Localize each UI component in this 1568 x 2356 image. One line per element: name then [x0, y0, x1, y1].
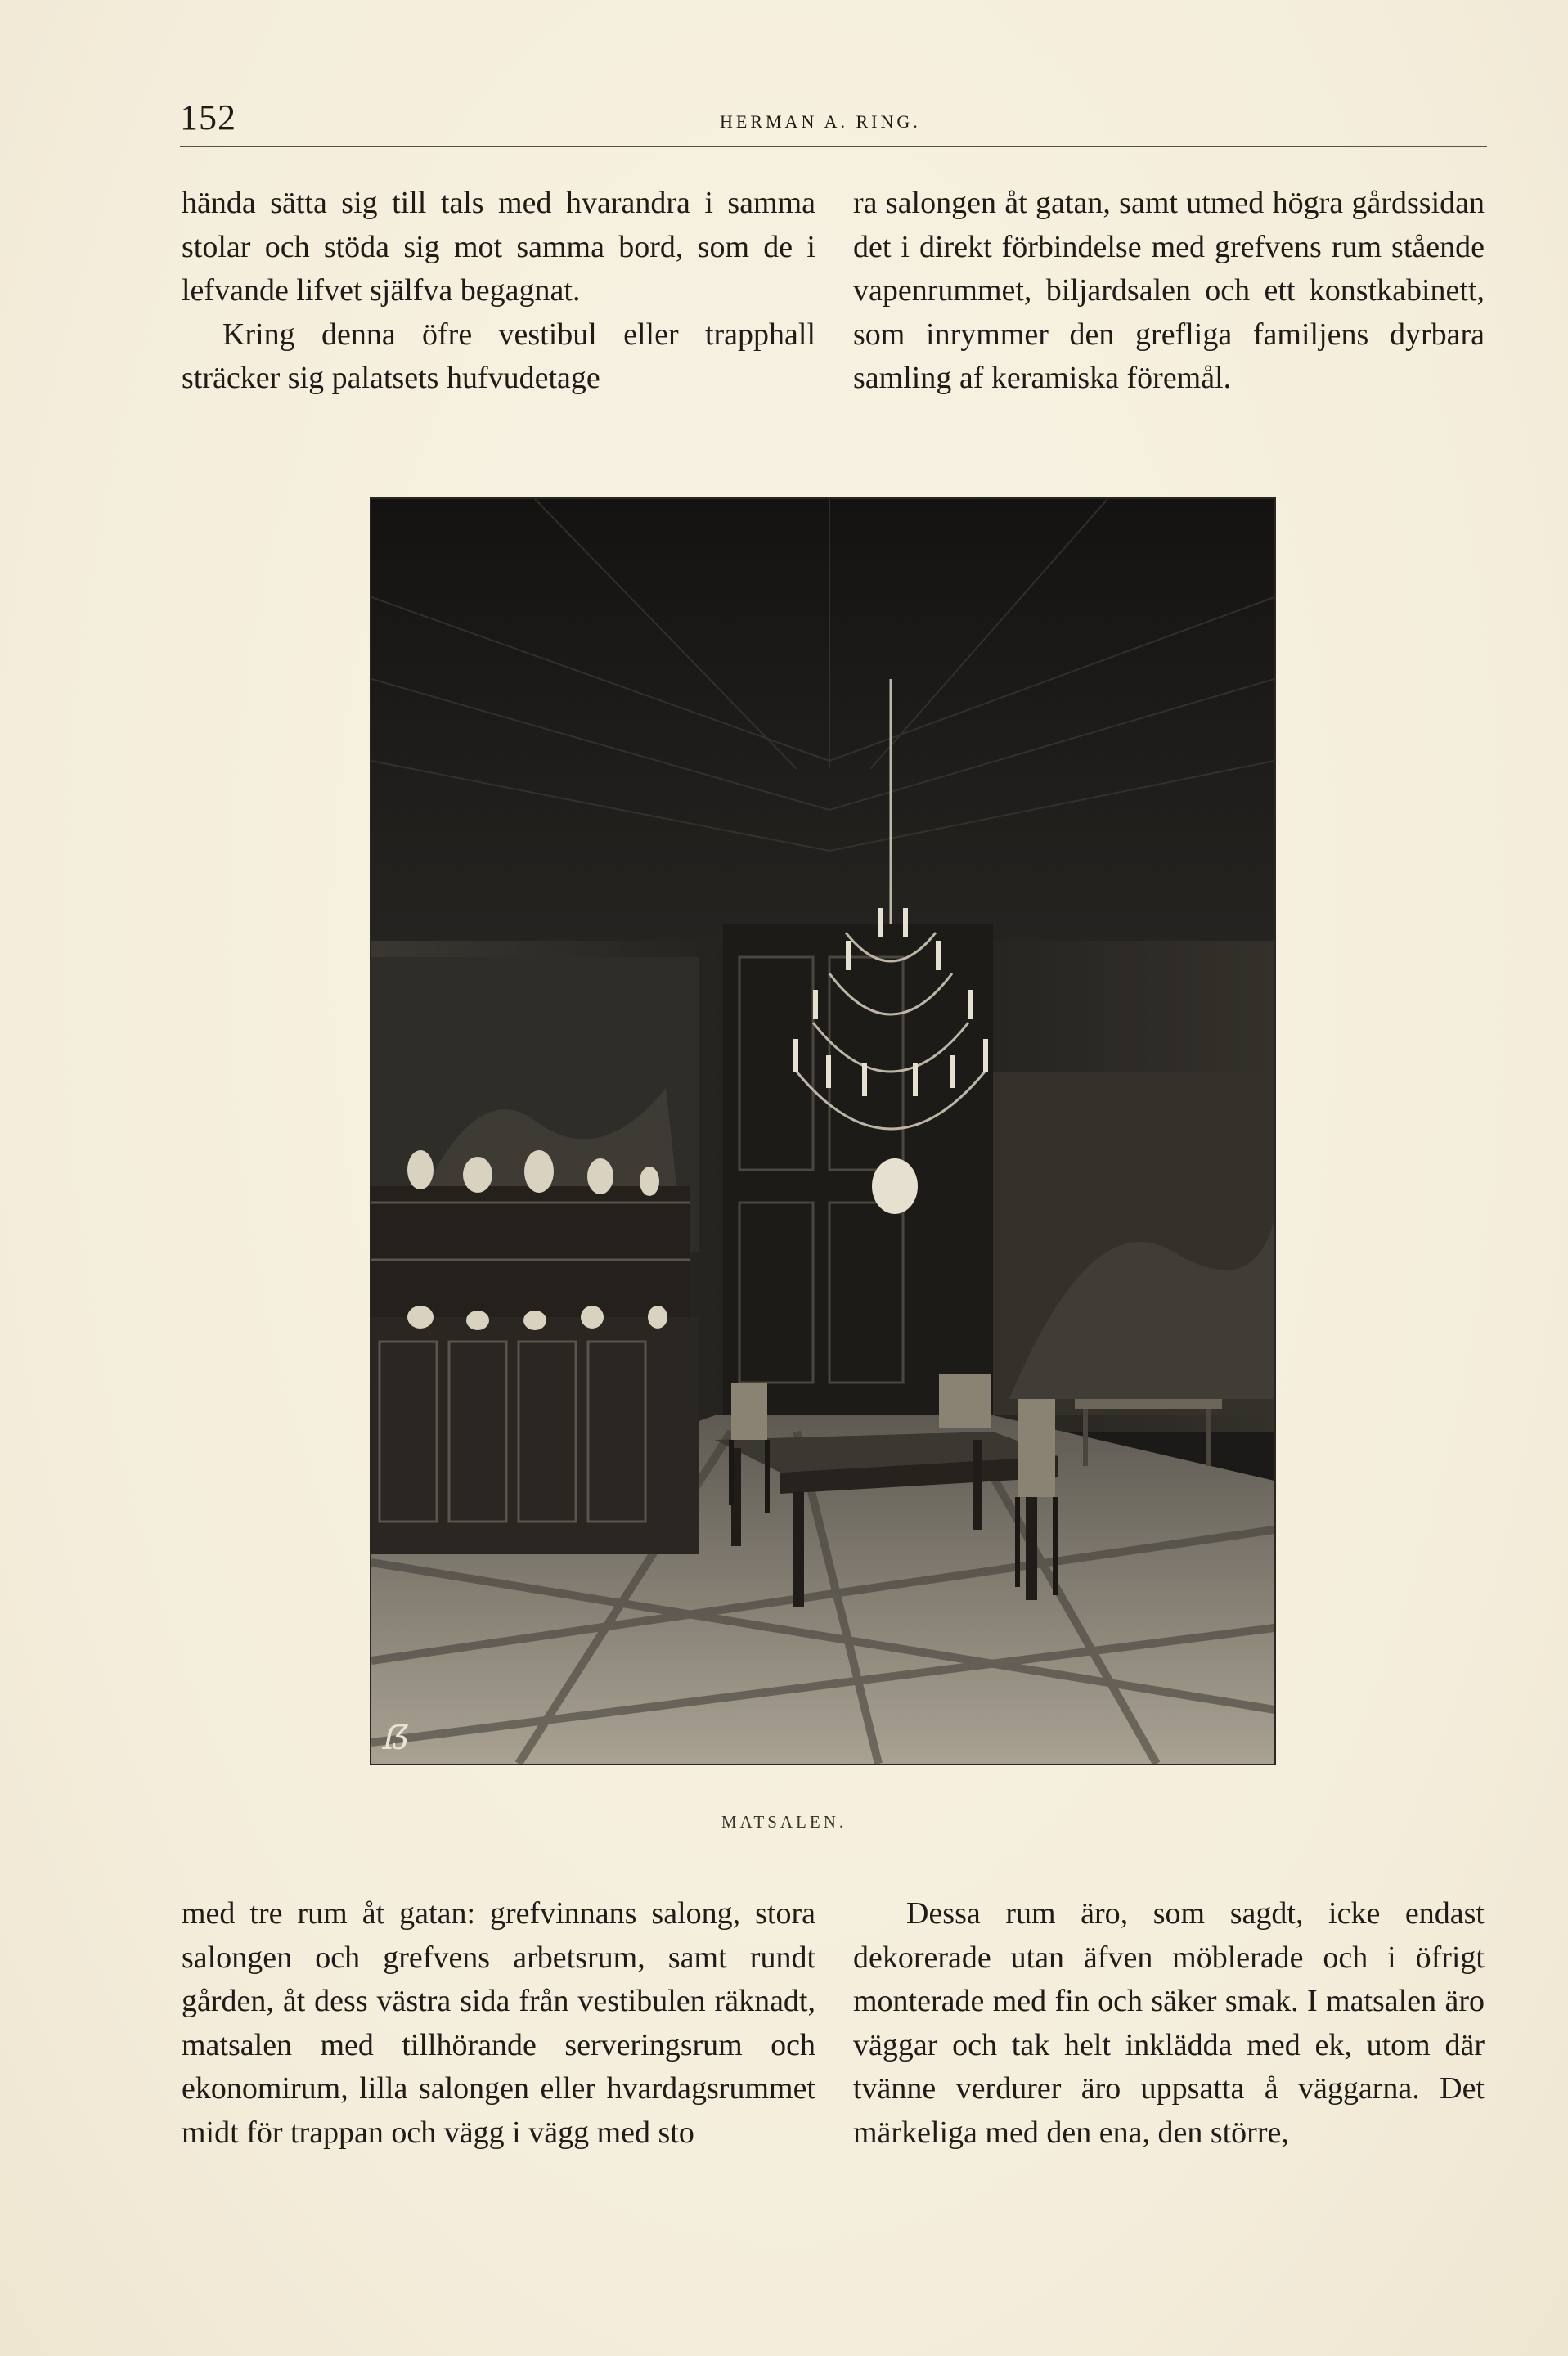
text-column-top-right [853, 182, 1485, 401]
engraver-monogram: ẞ [383, 1720, 411, 1757]
photo-plate-dining-hall [370, 497, 1276, 1765]
paragraph: hända sätta sig till tals med hvarandra i samma stolar och stöda sig mot samma bord, som de i lefvande lifvet själfva begagnat. [182, 186, 815, 308]
dining-hall-illustration [371, 499, 1274, 1764]
header-rule [180, 146, 1487, 147]
paragraph: med tre rum åt gatan: grefvinnans salong, stora salongen och grefvens arbetsrum, samt rundt gården, åt dess västra sida från vestibulen räknadt, matsalen med tillhörande serveringsrum och ekonomirum, lilla salongen eller hvardagsrummet midt för trappan och vägg i vägg med sto [182, 1896, 815, 2150]
running-title: HERMAN A. RING. [720, 111, 921, 132]
page-number: 152 [180, 97, 236, 137]
text-column-top-left [182, 182, 815, 401]
paragraph: Dessa rum äro, som sagdt, icke endast dekorerade utan äfven möblerade och i öfrigt monterade med fin och säker smak. I matsalen äro väggar och tak helt inklädda med ek, utom där tvänne verdurer äro uppsatta å väggarna. Det märkeliga med den ena, den större, [853, 1896, 1485, 2150]
plate-caption: MATSALEN. [721, 1812, 847, 1832]
paragraph: Kring denna öfre vestibul eller trapphall sträcker sig palatsets hufvudetage [182, 317, 815, 395]
running-head [180, 97, 1489, 146]
text-column-bottom-left [182, 1892, 815, 2155]
paragraph: ra salongen åt gatan, samt utmed högra gårdssidan det i direkt förbindelse med grefvens rum stående vapenrummet, biljardsalen och ett konstkabinett, som inrymmer den grefliga familjens dyrbara samling af keramiska föremål. [853, 186, 1485, 395]
text-column-bottom-right [853, 1892, 1485, 2155]
